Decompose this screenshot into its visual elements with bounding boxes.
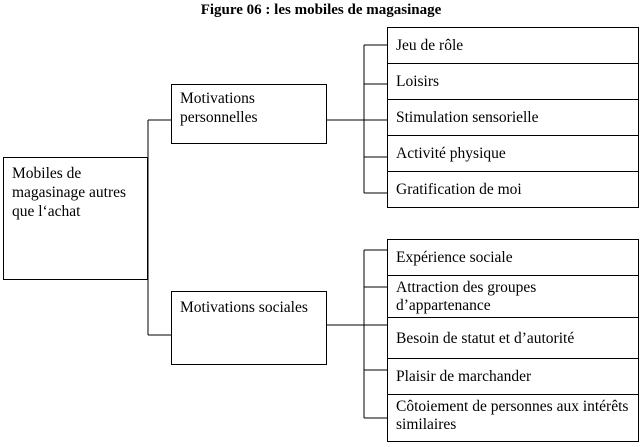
root-label: Mobiles de magasinage autres que l‘achat [12,165,127,220]
leaf-label: Loisirs [396,73,440,90]
leaf-node [387,135,639,172]
category-social [171,291,327,365]
leaf-node [387,171,639,208]
leaf-label: Activité physique [396,145,506,162]
leaf-node [387,394,639,442]
leaf-node [387,27,639,64]
category-label: Motivations personnelles [180,90,258,126]
leaf-label: Jeu de rôle [396,37,464,54]
leaf-node [387,239,639,276]
leaf-node [387,317,639,359]
leaf-node [387,275,639,318]
figure-title: Figure 06 : les mobiles de magasinage [200,2,442,18]
category-personal [171,84,327,144]
category-label: Motivations sociales [180,299,308,316]
leaf-label: Besoin de statut et d’autorité [396,329,575,347]
root-node [3,157,148,280]
leaf-label: Stimulation sensorielle [396,109,539,126]
leaf-node [387,358,639,395]
leaf-label: Plaisir de marchander [396,368,532,385]
leaf-node [387,99,639,136]
leaf-label: Attraction des groupes d’appartenance [396,279,537,314]
leaf-label: Gratification de moi [396,181,522,198]
leaf-label: Côtoiement de personnes aux intérêts similaires [396,398,629,433]
leaf-label: Expérience sociale [396,249,513,266]
leaf-node [387,63,639,100]
